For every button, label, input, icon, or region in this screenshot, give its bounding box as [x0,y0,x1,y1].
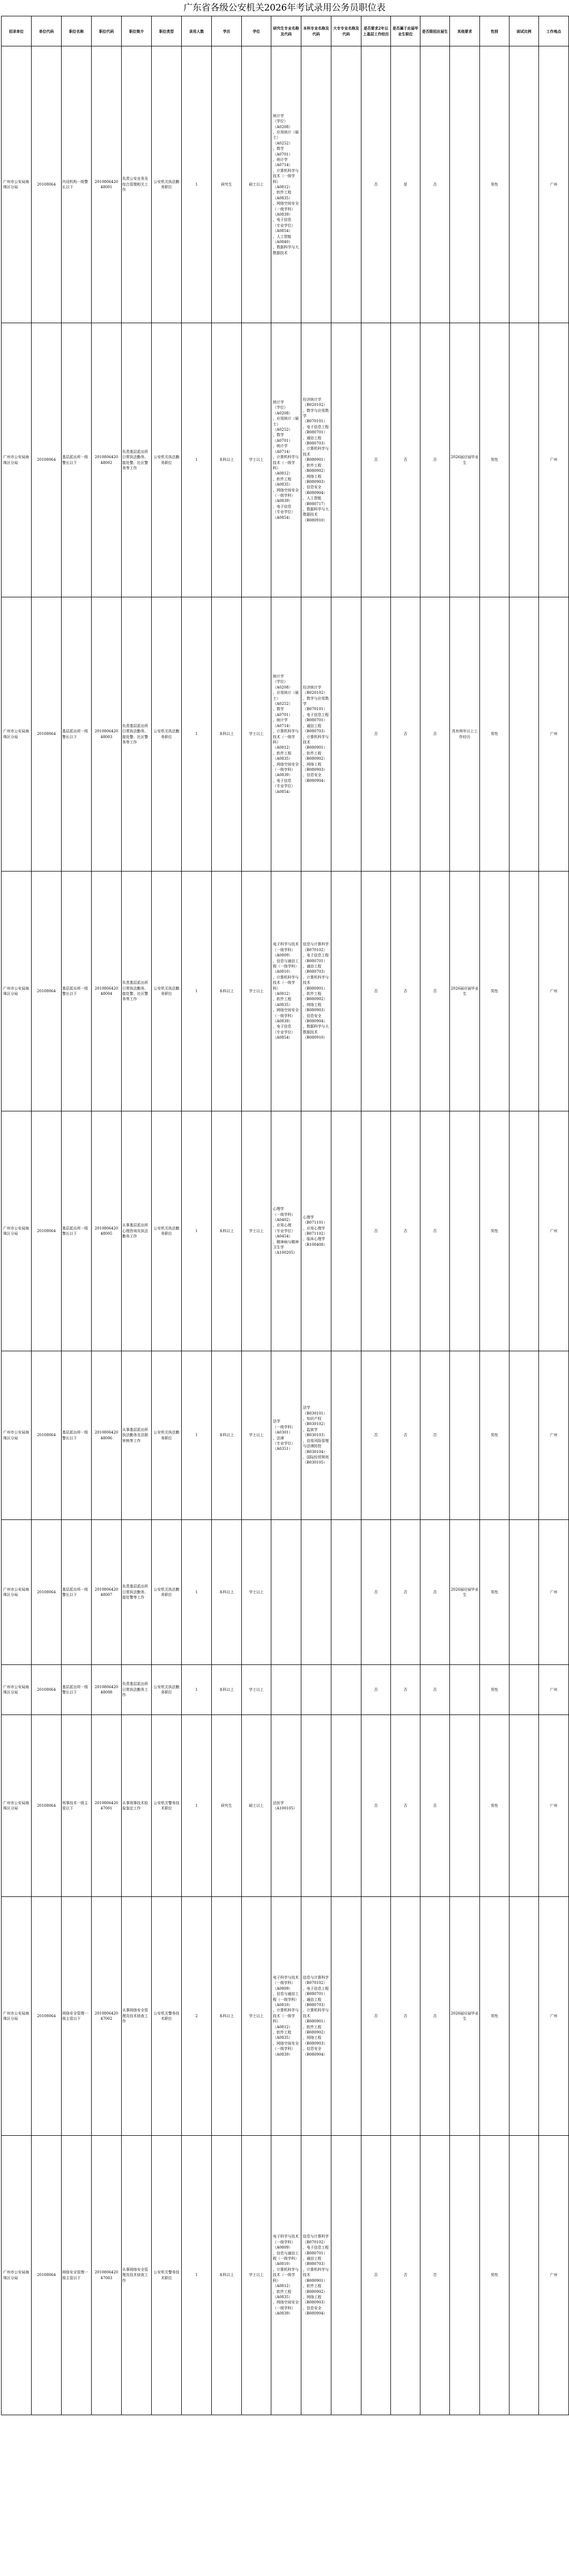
column-header: 是否属于应届毕业生职位 [391,16,420,46]
cell-location: 广州 [539,597,569,871]
cell-undergrad-majors: 经济统计学 （B020102） ，数学与应用数学 （B070101） ，电子信息工程 （B080701） ，通信工程 （B080703） ，计算机科学与技术 （B080901） ，软件工程 （B080902） ，网络工程 （B080903） ，信息安全 （B080904） ，人工智能 （B080717） ，数据科学与大数据技术 （B080910） [301,323,331,597]
cell-degree: 硕士以上 [242,1715,271,1897]
cell-fresh-only: 否 [420,1111,450,1351]
cell-interview-ratio [509,871,539,1111]
cell-position-type: 公安机关警务技术职位 [152,1897,182,2136]
cell-education: 本科以上 [212,2136,242,2415]
cell-graduate-majors: 电子科学与技术（一级学科） （A0809） ，信息与通信工程（一级学科） （A0810） ，计算机科学与技术（一级学科） （A0812） ，软件工程 （A0835） ，网络空间安全（一级学科） （A0839） ，电子信息 （专业学位） （A0854） [271,871,301,1111]
cell-graduate-majors [271,1520,301,1665]
cell-headcount: 1 [182,597,212,871]
cell-position-type: 公安机关执法勤务职位 [152,597,182,871]
cell-undergrad-majors: 心理学 （B071101） ，应用心理学 （B071102） ，临床心理学 （B100408） [301,1111,331,1351]
cell-college-majors [331,1351,361,1520]
cell-degree: 学士以上 [242,597,271,871]
cell-gender: 男性 [480,323,509,597]
cell-gender: 男性 [480,1897,509,2136]
table-row [2,323,569,597]
cell-unit-code: 20108064 [32,46,62,323]
cell-description: 负责基层派出所日常执法勤务、接处警、社区警务等工作 [122,871,152,1111]
cell-graduate-majors: 电子科学与技术（一级学科） （A0809） ，信息与通信工程（一级学科） （A0810） ，计算机科学与技术（一级学科） （A0812） ，软件工程 （A0835） ，网络空间安全（一级学科） （A0839） [271,2136,301,2415]
cell-fresh-grad-position: 否 [391,1715,420,1897]
cell-position-type: 公安机关执法勤务职位 [152,1351,182,1520]
cell-fresh-only: 否 [420,1665,450,1715]
cell-unit-code: 20108064 [32,1665,62,1715]
cell-undergrad-majors: 信息与计算科学 （B070102） ，电子信息工程 （B080701） ，通信工程 （B080703） ，计算机科学与技术 （B080901） ，软件工程 （B080902） ，网络工程 （B080903） ，信息安全 （B080904） [301,2136,331,2415]
table-row [2,871,569,1111]
cell-position-name: 基层派出所一级警长以下 [62,323,92,597]
column-header: 职位类型 [152,16,182,46]
cell-unit-code: 20108064 [32,2136,62,2415]
cell-unit-code: 20108064 [32,871,62,1111]
cell-education: 本科以上 [212,1111,242,1351]
cell-position-type: 公安机关执法勤务职位 [152,1665,182,1715]
cell-unit-code: 20108064 [32,1715,62,1897]
column-header: 工作地点 [539,16,569,46]
cell-headcount: 1 [182,1351,212,1520]
cell-position-type: 公安机关执法勤务职位 [152,46,182,323]
cell-education: 本科以上 [212,1665,242,1715]
cell-graduate-majors [271,1665,301,1715]
cell-interview-ratio [509,1111,539,1351]
cell-other-req [450,1351,480,1520]
cell-grassroots-req: 否 [361,323,391,597]
cell-undergrad-majors [301,1715,331,1897]
column-header: 学历 [212,16,242,46]
cell-unit: 广州市公安局海珠区分局 [2,1520,32,1665]
cell-headcount: 1 [182,46,212,323]
cell-fresh-only: 否 [420,1897,450,2136]
cell-unit: 广州市公安局海珠区分局 [2,1715,32,1897]
cell-position-code: 2010806420 48006 [92,1351,122,1520]
cell-education: 本科以上 [212,871,242,1111]
column-header: 其他要求 [450,16,480,46]
cell-location: 广州 [539,1351,569,1520]
cell-education: 研究生 [212,1715,242,1897]
cell-position-code: 2010806420 48008 [92,1665,122,1715]
cell-grassroots-req: 否 [361,1520,391,1665]
cell-fresh-grad-position: 是 [391,46,420,323]
cell-position-name: 网络安全管理一级主管以下 [62,1897,92,2136]
cell-description: 从事网络安全管理及技术侦查工作 [122,2136,152,2415]
cell-position-code: 2010806420 48002 [92,323,122,597]
cell-other-req: 2026届应届毕业生 [450,323,480,597]
cell-grassroots-req: 否 [361,1897,391,2136]
cell-headcount: 2 [182,1897,212,2136]
cell-fresh-only: 否 [420,46,450,323]
table-row [2,2136,569,2415]
column-header: 是否要求2年以上基层工作经历 [361,16,391,46]
cell-position-type: 公安机关警务技术职位 [152,2136,182,2415]
cell-position-code: 2010806420 47002 [92,1897,122,2136]
cell-fresh-grad-position: 否 [391,1520,420,1665]
cell-location: 广州 [539,323,569,597]
cell-position-type: 公安机关执法勤务职位 [152,323,182,597]
cell-unit: 广州市公安局海珠区分局 [2,871,32,1111]
cell-other-req: 2026届应届毕业生 [450,1897,480,2136]
cell-grassroots-req: 否 [361,597,391,871]
cell-unit: 广州市公安局海珠区分局 [2,1351,32,1520]
cell-unit: 广州市公安局海珠区分局 [2,2136,32,2415]
cell-other-req: 2026届应届毕业生 [450,871,480,1111]
cell-position-code: 2010806420 48005 [92,1111,122,1351]
table-row [2,1520,569,1665]
cell-location: 广州 [539,2136,569,2415]
cell-grassroots-req: 否 [361,2136,391,2415]
cell-unit: 广州市公安局海珠区分局 [2,1897,32,2136]
column-header: 本科专业名称及代码 [301,16,331,46]
cell-other-req [450,1715,480,1897]
cell-position-code: 2010806420 48007 [92,1520,122,1665]
cell-position-type: 公安机关执法勤务职位 [152,871,182,1111]
cell-fresh-grad-position: 否 [391,871,420,1111]
cell-interview-ratio [509,1715,539,1897]
cell-grassroots-req: 否 [361,1351,391,1520]
position-table [1,16,569,2415]
column-header: 职位代码 [92,16,122,46]
cell-degree: 学士以上 [242,1520,271,1665]
cell-graduate-majors: 心理学 （一级学科） （A0402） ，应用心理 （专业学位） （A0454） ，精神病与精神卫生学 （A100205） [271,1111,301,1351]
cell-education: 本科以上 [212,323,242,597]
cell-unit: 广州市公安局海珠区分局 [2,1111,32,1351]
cell-location: 广州 [539,871,569,1111]
cell-education: 本科以上 [212,1897,242,2136]
cell-headcount: 1 [182,1715,212,1897]
cell-fresh-only: 否 [420,1520,450,1665]
cell-unit: 广州市公安局海珠区分局 [2,597,32,871]
cell-gender: 男性 [480,1351,509,1520]
cell-grassroots-req: 否 [361,1111,391,1351]
cell-fresh-only: 否 [420,2136,450,2415]
cell-fresh-grad-position: 否 [391,2136,420,2415]
cell-description: 从事基层派出所心理咨询及执法勤务工作 [122,1111,152,1351]
cell-position-code: 2010806420 47003 [92,2136,122,2415]
cell-degree: 学士以上 [242,2136,271,2415]
cell-grassroots-req: 否 [361,1665,391,1715]
column-header: 学位 [242,16,271,46]
cell-position-type: 公安机关执法勤务职位 [152,1520,182,1665]
cell-college-majors [331,323,361,597]
table-row [2,597,569,871]
cell-description: 负责公安业务及综合管理相关工作 [122,46,152,323]
cell-undergrad-majors: 法学 （B030101） ，知识产权 （B030102） ，监狱学 （B030103） ，信用风险管理与法律防控 （B030104） ，国际经贸规则 （B030105） [301,1351,331,1520]
cell-undergrad-majors [301,1520,331,1665]
cell-grassroots-req: 否 [361,871,391,1111]
cell-description: 从事网络安全管理及技术侦查工作 [122,1897,152,2136]
column-header: 面试比例 [509,16,539,46]
cell-position-name: 内设机构一级警长以下 [62,46,92,323]
cell-fresh-only: 否 [420,871,450,1111]
cell-interview-ratio [509,1351,539,1520]
column-header: 性别 [480,16,509,46]
cell-college-majors [331,46,361,323]
cell-graduate-majors: 法学 （一级学科） （A0301） ，法律 （专业学位） （A0351） [271,1351,301,1520]
table-row [2,1715,569,1897]
table-row [2,46,569,323]
table-row [2,1665,569,1715]
cell-position-code: 2010806420 48004 [92,871,122,1111]
cell-position-name: 基层派出所一级警长以下 [62,597,92,871]
cell-headcount: 1 [182,2136,212,2415]
cell-interview-ratio [509,2136,539,2415]
cell-interview-ratio [509,46,539,323]
cell-other-req [450,46,480,323]
cell-unit-code: 20108064 [32,597,62,871]
cell-graduate-majors: 统计学 （学位） （A0208） ，应用统计（硕士） （A0252） ，数学 （A0701） ，统计学 （A0714） ，计算机科学与技术（一级学科） （A0812） ，软件工程 （A0835） ，网络空间安全（一级学科） （A0839） ，电子信息 （专业学位） （A0854） [271,597,301,871]
cell-fresh-only: 否 [420,323,450,597]
cell-gender: 男性 [480,1520,509,1665]
cell-college-majors [331,1665,361,1715]
cell-description: 负责基层派出所日常执法勤务、接处警、社区警务等工作 [122,323,152,597]
cell-other-req: 具有两年以上工作经历 [450,597,480,871]
cell-location: 广州 [539,1715,569,1897]
cell-degree: 学士以上 [242,1111,271,1351]
column-header: 研究生专业名称及代码 [271,16,301,46]
cell-gender: 男性 [480,1111,509,1351]
cell-college-majors [331,2136,361,2415]
column-header: 是否限招应届生 [420,16,450,46]
cell-grassroots-req: 否 [361,1715,391,1897]
cell-degree: 硕士以上 [242,46,271,323]
cell-undergrad-majors: 经济统计学 （B020102） ，数学与应用数学 （B070101） ，电子信息工程 （B080701） ，通信工程 （B080703） ，计算机科学与技术 （B080901） ，软件工程 （B080902） ，网络工程 （B080903） ，信息安全 （B080904） [301,597,331,871]
cell-fresh-grad-position: 否 [391,597,420,871]
cell-fresh-only: 否 [420,1351,450,1520]
column-header: 录用人数 [182,16,212,46]
table-row [2,1111,569,1351]
cell-description: 从事基层派出所执法勤务及法制审核等工作 [122,1351,152,1520]
cell-headcount: 1 [182,871,212,1111]
cell-description: 负责基层派出所日常执法勤务工作 [122,1665,152,1715]
cell-other-req [450,2136,480,2415]
cell-location: 广州 [539,1665,569,1715]
column-header: 职位简介 [122,16,152,46]
header-row [2,16,569,46]
cell-headcount: 1 [182,1111,212,1351]
cell-graduate-majors: 统计学 （学位） （A0208） ，应用统计（硕士） （A0252） ，数学 （A0701） ，统计学 （A0714） ，计算机科学与技术（一级学科） （A0812） ，软件工程 （A0835） ，网络空间安全（一级学科） （A0839） ，电子信息 （专业学位） （A0854） [271,323,301,597]
cell-interview-ratio [509,323,539,597]
cell-position-code: 2010806420 48003 [92,597,122,871]
cell-location: 广州 [539,46,569,323]
cell-position-name: 网络安全管理一级主管以下 [62,2136,92,2415]
cell-fresh-only: 否 [420,597,450,871]
cell-position-name: 刑事技术一级主管以下 [62,1715,92,1897]
cell-position-code: 2010806420 48001 [92,46,122,323]
cell-degree: 学士以上 [242,1897,271,2136]
cell-degree: 学士以上 [242,1665,271,1715]
cell-undergrad-majors: 信息与计算科学 （B070102） ，电子信息工程 （B080701） ，通信工程 （B080703） ，计算机科学与技术 （B080901） ，软件工程 （B080902） ，网络工程 （B080903） ，信息安全 （B080904） [301,1897,331,2136]
cell-education: 本科以上 [212,1520,242,1665]
cell-interview-ratio [509,1897,539,2136]
cell-gender: 男性 [480,597,509,871]
cell-undergrad-majors [301,46,331,323]
cell-education: 研究生 [212,46,242,323]
cell-description: 从事刑事技术检验鉴定工作 [122,1715,152,1897]
cell-fresh-grad-position: 否 [391,1111,420,1351]
cell-graduate-majors: 法医学 （A100105） [271,1715,301,1897]
cell-college-majors [331,1715,361,1897]
column-header: 招录单位 [2,16,32,46]
cell-college-majors [331,597,361,871]
cell-description: 负责基层派出所日常执法勤务、接处警等工作 [122,1520,152,1665]
cell-undergrad-majors: 信息与计算科学 （B070102） ，电子信息工程 （B080701） ，通信工程 （B080703） ，计算机科学与技术 （B080901） ，软件工程 （B080902） ，网络工程 （B080903） ，信息安全 （B080904） ，数据科学与大数据技术 （B080910） [301,871,331,1111]
column-header: 职位名称 [62,16,92,46]
cell-location: 广州 [539,1520,569,1665]
cell-position-name: 基层派出所一级警长以下 [62,1351,92,1520]
cell-other-req: 2026届应届毕业生 [450,1520,480,1665]
cell-graduate-majors: 电子科学与技术（一级学科） （A0809） ，信息与通信工程（一级学科） （A0810） ，计算机科学与技术（一级学科） （A0812） ，软件工程 （A0835） ，网络空间安全（一级学科） （A0839） [271,1897,301,2136]
cell-gender: 男性 [480,1665,509,1715]
cell-unit-code: 20108064 [32,1897,62,2136]
cell-position-name: 基层派出所一级警长以下 [62,1520,92,1665]
cell-location: 广州 [539,1111,569,1351]
cell-fresh-only: 否 [420,1715,450,1897]
cell-position-type: 公安机关执法勤务职位 [152,1111,182,1351]
cell-headcount: 1 [182,323,212,597]
cell-other-req [450,1665,480,1715]
cell-unit-code: 20108064 [32,323,62,597]
cell-college-majors [331,1897,361,2136]
cell-fresh-grad-position: 否 [391,1351,420,1520]
cell-interview-ratio [509,597,539,871]
cell-description: 负责基层派出所日常执法勤务、接处警、社区警务等工作 [122,597,152,871]
cell-grassroots-req: 否 [361,46,391,323]
cell-unit: 广州市公安局海珠区分局 [2,323,32,597]
cell-fresh-grad-position: 否 [391,323,420,597]
cell-unit-code: 20108064 [32,1351,62,1520]
cell-degree: 学士以上 [242,323,271,597]
cell-position-name: 基层派出所一级警长以下 [62,871,92,1111]
table-row [2,1351,569,1520]
cell-headcount: 1 [182,1520,212,1665]
cell-position-name: 基层派出所一级警长以下 [62,1665,92,1715]
cell-interview-ratio [509,1665,539,1715]
column-header: 单位代码 [32,16,62,46]
cell-fresh-grad-position: 否 [391,1665,420,1715]
cell-unit-code: 20108064 [32,1111,62,1351]
cell-position-name: 基层派出所一级警长以下 [62,1111,92,1351]
cell-interview-ratio [509,1520,539,1665]
table-row [2,1897,569,2136]
cell-position-type: 公安机关警务技术职位 [152,1715,182,1897]
cell-gender: 男性 [480,46,509,323]
cell-degree: 学士以上 [242,1351,271,1520]
cell-unit: 广州市公安局海珠区分局 [2,46,32,323]
cell-education: 本科以上 [212,597,242,871]
column-header: 大专专业名称及代码 [331,16,361,46]
cell-college-majors [331,1111,361,1351]
page-title: 广东省各级公安机关2026年考试录用公务员职位表 [183,3,386,13]
table-body [2,46,569,2415]
cell-degree: 学士以上 [242,871,271,1111]
cell-location: 广州 [539,1897,569,2136]
cell-undergrad-majors [301,1665,331,1715]
cell-gender: 男性 [480,871,509,1111]
cell-other-req [450,1111,480,1351]
cell-position-code: 2010806420 47001 [92,1715,122,1897]
cell-gender: 男性 [480,1715,509,1897]
cell-graduate-majors: 统计学 （学位） （A0208） ，应用统计（硕士） （A0252） ，数学 （A0701） ，统计学 （A0714） ，计算机科学与技术（一级学科） （A0812） ，软件工程 （A0835） ，网络空间安全（一级学科） （A0839） ，电子信息 （专业学位） （A0854） ，人工智能 （A0840） ，数据科学与大数据技术 [271,46,301,323]
cell-unit: 广州市公安局海珠区分局 [2,1665,32,1715]
cell-unit-code: 20108064 [32,1520,62,1665]
cell-gender: 男性 [480,2136,509,2415]
cell-college-majors [331,871,361,1111]
cell-headcount: 1 [182,1665,212,1715]
cell-fresh-grad-position: 否 [391,1897,420,2136]
cell-college-majors [331,1520,361,1665]
cell-education: 本科以上 [212,1351,242,1520]
